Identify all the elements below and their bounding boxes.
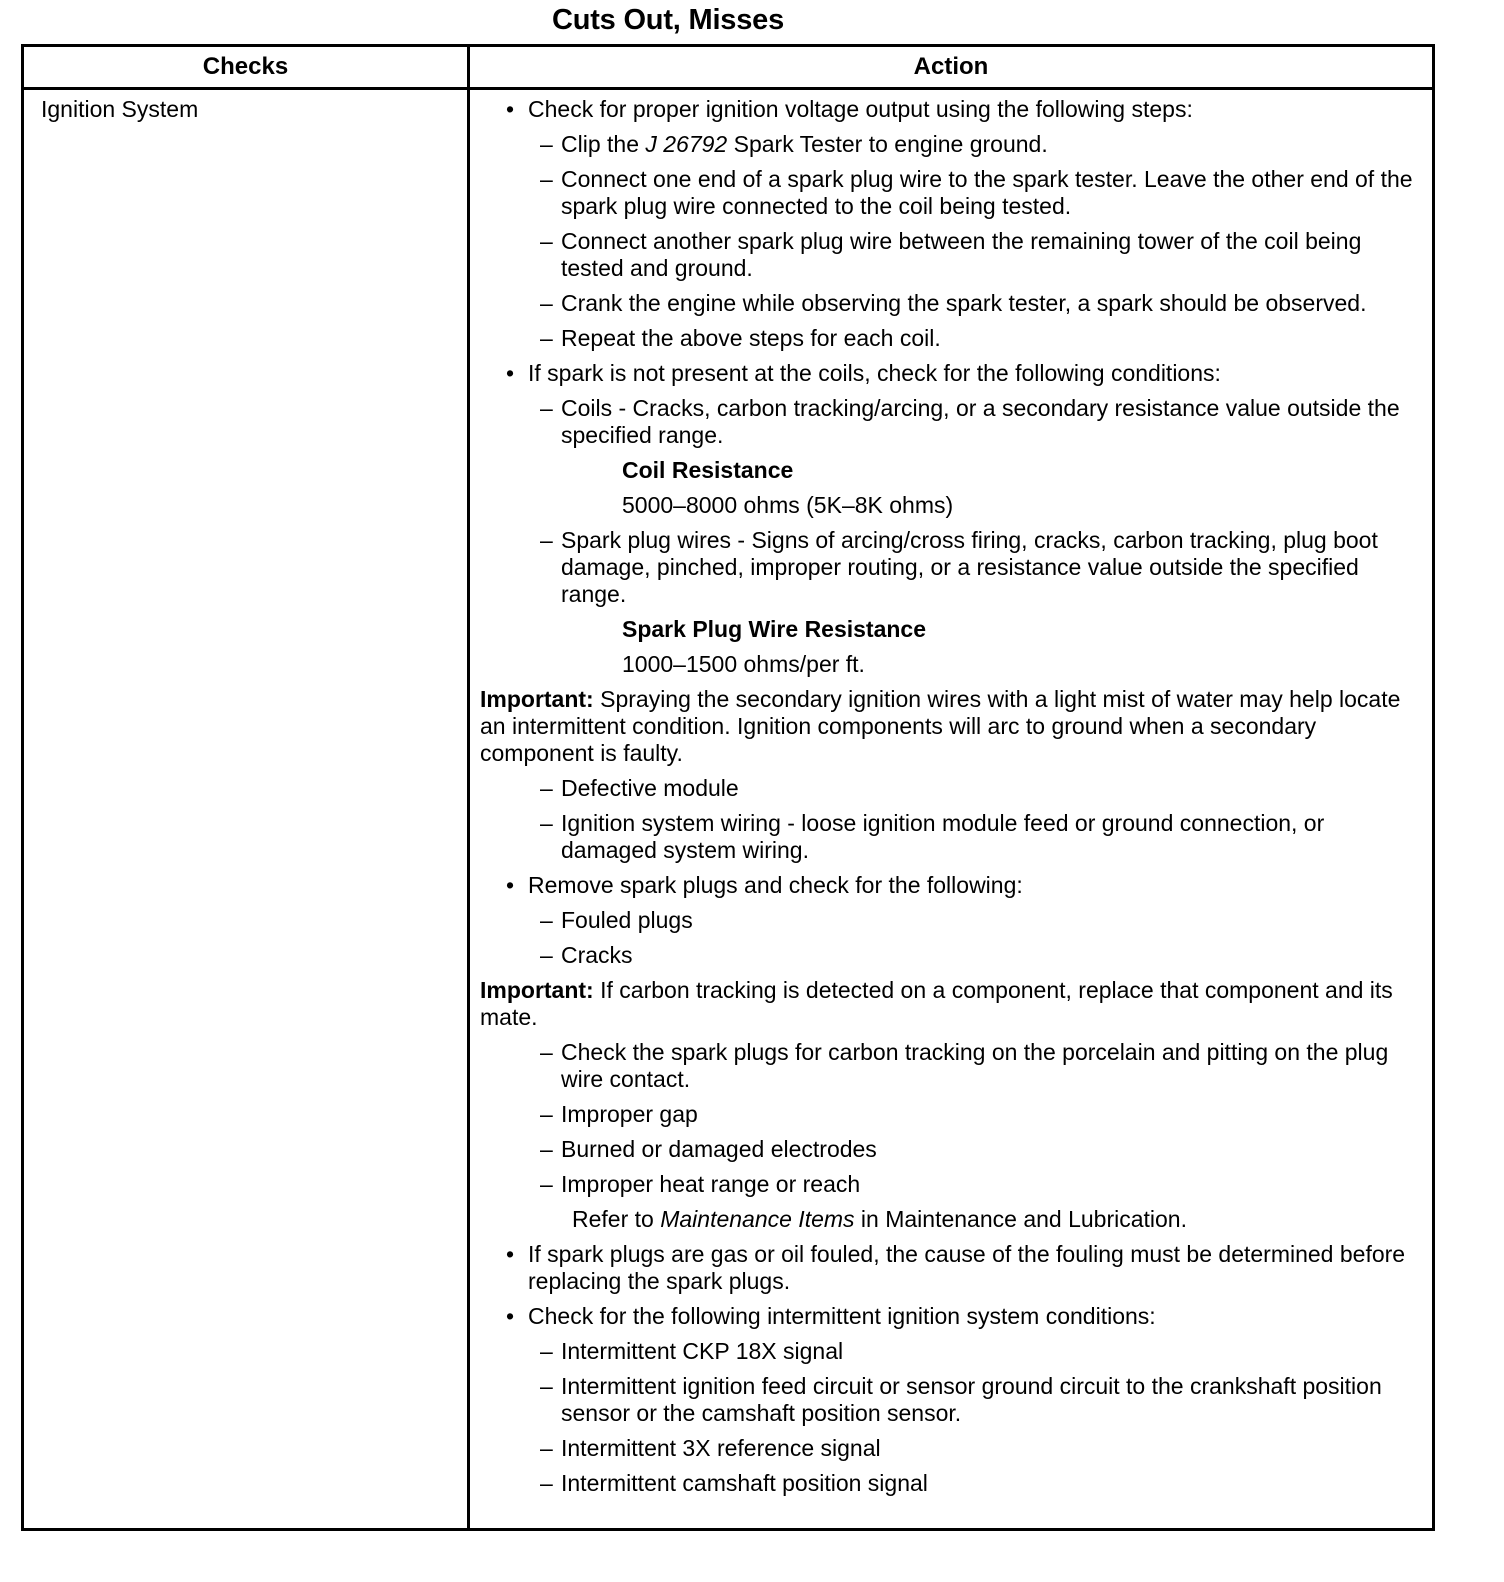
header-divider	[24, 87, 1432, 90]
dash-item: – Connect one end of a spark plug wire to the spark tester. Leave the other end of the spark plug wire connected to the coil being tested.	[480, 166, 1425, 220]
wire-resistance-value: 1000–1500 ohms/per ft.	[622, 651, 865, 677]
dash-item: – Ignition system wiring - loose ignition module feed or ground connection, or damaged system wiring.	[480, 810, 1425, 864]
dash-item: – Intermittent camshaft position signal	[480, 1470, 1425, 1497]
dash-item: – Repeat the above steps for each coil.	[480, 325, 1425, 352]
bullet-item: • Check for proper ignition voltage output using the following steps:	[480, 96, 1425, 123]
important-note	[480, 686, 1425, 767]
dash-item	[480, 131, 1425, 158]
step-text: Clip the	[561, 131, 646, 157]
column-divider	[467, 47, 470, 1528]
wire-resistance-label: Spark Plug Wire Resistance	[622, 616, 927, 642]
dash-item: – Improper gap	[480, 1101, 1425, 1128]
header-action: Action	[913, 53, 989, 80]
dash-item: – Cracks	[480, 942, 1425, 969]
bullet-item: • If spark plugs are gas or oil fouled, the cause of the fouling must be determined before replacing the spark plugs.	[480, 1241, 1425, 1295]
check-ignition-system: Ignition System	[41, 96, 199, 122]
dash-item: – Connect another spark plug wire between the remaining tower of the coil being tested and ground.	[480, 228, 1425, 282]
dash-item: – Check the spark plugs for carbon tracking on the porcelain and pitting on the plug wire contact.	[480, 1039, 1425, 1093]
header-checks: Checks	[202, 53, 289, 80]
dash-item: – Crank the engine while observing the spark tester, a spark should be observed.	[480, 290, 1425, 317]
ref-text: Refer to	[572, 1206, 661, 1232]
page-title: Cuts Out, Misses	[551, 4, 785, 36]
important-label: Important:	[480, 686, 594, 712]
coil-resistance-label: Coil Resistance	[622, 457, 794, 483]
bullet-item: • Check for the following intermittent ignition system conditions:	[480, 1303, 1425, 1330]
dash-item: – Intermittent ignition feed circuit or sensor ground circuit to the crankshaft position sensor or the camshaft position sensor.	[480, 1373, 1425, 1427]
dash-item: – Improper heat range or reach	[480, 1171, 1425, 1198]
dash-item: – Intermittent CKP 18X signal	[480, 1338, 1425, 1365]
dash-item: – Defective module	[480, 775, 1425, 802]
tool-name: J 26792	[645, 131, 728, 157]
bullet-item: • Remove spark plugs and check for the following:	[480, 872, 1425, 899]
troubleshooting-table	[21, 44, 1435, 1531]
dash-item: – Coils - Cracks, carbon tracking/arcing, or a secondary resistance value outside the specified range.	[480, 395, 1425, 449]
coil-resistance-value: 5000–8000 ohms (5K–8K ohms)	[622, 492, 954, 518]
ref-doc-link[interactable]: Maintenance Items	[660, 1206, 855, 1232]
important-text: If carbon tracking is detected on a component, replace that component and its mate.	[480, 977, 1393, 1030]
action-cell	[480, 96, 1425, 1505]
important-note	[480, 977, 1425, 1031]
important-text: Spraying the secondary ignition wires with a light mist of water may help locate an intermittent condition. Ignition components will arc to ground when a secondary component is faulty.	[480, 686, 1401, 766]
bullet-item: • If spark is not present at the coils, check for the following conditions:	[480, 360, 1425, 387]
step-text: Spark Tester to engine ground.	[727, 131, 1048, 157]
dash-item: – Burned or damaged electrodes	[480, 1136, 1425, 1163]
reference-note	[480, 1206, 1425, 1233]
dash-item: – Spark plug wires - Signs of arcing/cross firing, cracks, carbon tracking, plug boot damage, pinched, improper routing, or a resistance value outside the specified range.	[480, 527, 1425, 608]
dash-item: – Fouled plugs	[480, 907, 1425, 934]
dash-item: – Intermittent 3X reference signal	[480, 1435, 1425, 1462]
important-label: Important:	[480, 977, 594, 1003]
ref-text: in Maintenance and Lubrication.	[854, 1206, 1187, 1232]
